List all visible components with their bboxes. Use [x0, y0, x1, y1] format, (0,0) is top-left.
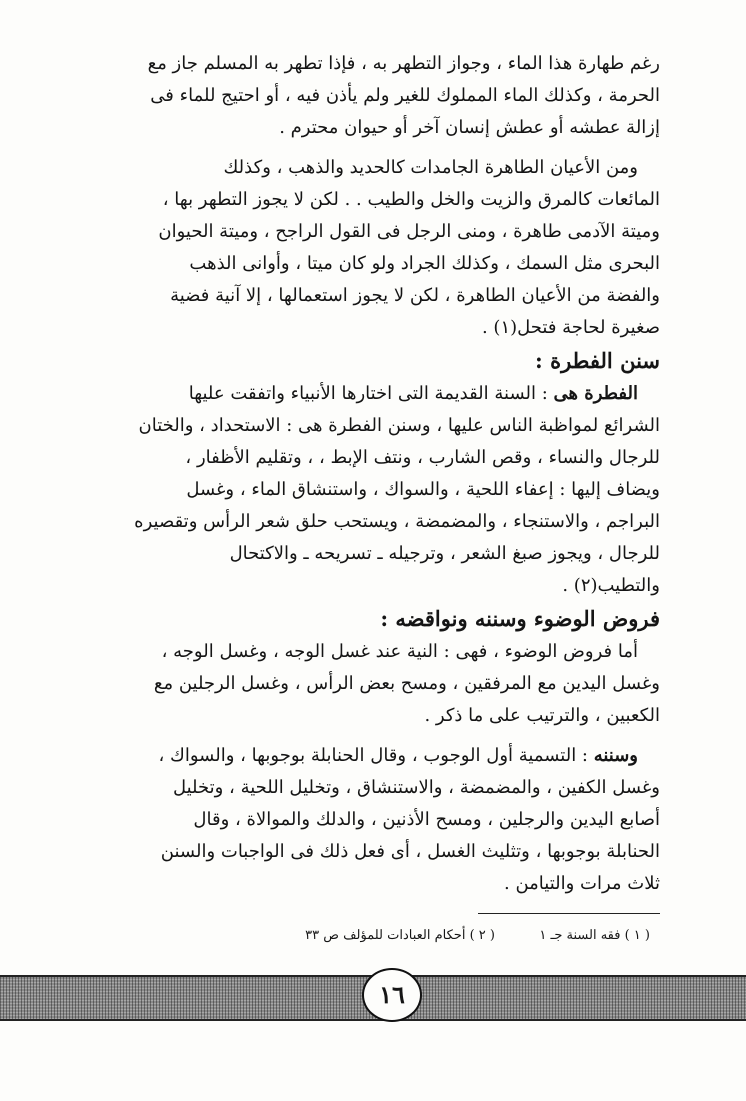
footnote-divider	[478, 913, 660, 914]
text-line: البراجم ، والاستنجاء ، والمضمضة ، ويستحب حلق شعر الرأس وتقصيره	[134, 511, 660, 532]
text-line: أما فروض الوضوء ، فهى : النية عند غسل الوجه ، وغسل الوجه ،	[161, 641, 638, 662]
term-fitra: الفطرة هى	[553, 383, 638, 404]
text-line: رغم طهارة هذا الماء ، وجواز التطهر به ، فإذا تطهر به المسلم جاز مع	[147, 53, 660, 74]
text-line: للرجال ، ويجوز صبغ الشعر ، وترجيله ـ تسريحه ـ والاكتحال	[229, 543, 660, 564]
text-line: وميتة الآدمى طاهرة ، ومنى الرجل فى القول الراجح ، وميتة الحيوان	[158, 221, 660, 242]
text-line	[128, 740, 660, 772]
text-line	[128, 378, 660, 410]
text-line: للرجال والنساء ، وقص الشارب ، ونتف الإبط ، ، وتقليم الأظفار ،	[185, 447, 660, 468]
text-line: الحرمة ، وكذلك الماء المملوك للغير ولم يأذن فيه ، أو احتيج للماء فى	[150, 85, 660, 106]
text-line: الشرائع لمواظبة الناس عليها ، وسنن الفطرة هى : الاستحداد ، والختان	[138, 415, 660, 436]
page-number: ١٦	[362, 968, 422, 1022]
section-heading-fitra: سنن الفطرة :	[535, 348, 660, 373]
text-line: والفضة من الأعيان الطاهرة ، لكن لا يجوز استعمالها ، إلا آنية فضية	[170, 285, 660, 306]
text-line: وغسل الكفين ، والمضمضة ، والاستنشاق ، وتخليل اللحية ، وتخليل	[172, 777, 660, 798]
text-line: ومن الأعيان الطاهرة الجامدات كالحديد والذهب ، وكذلك	[223, 157, 638, 178]
text-line: البحرى مثل السمك ، وكذلك الجراد ولو كان ميتا ، وأوانى الذهب	[189, 253, 660, 274]
text-fragment: : السنة القديمة التى اختارها الأنبياء واتفقت عليها	[188, 383, 554, 404]
text-line: ويضاف إليها : إعفاء اللحية ، والسواك ، واستنشاق الماء ، وغسل	[186, 479, 660, 500]
text-line: ثلاث مرات والتيامن .	[504, 873, 660, 894]
text-line: إزالة عطشه أو عطش إنسان آخر أو حيوان محترم .	[279, 117, 660, 138]
text-line: والتطيب(٢) .	[562, 575, 660, 596]
text-line: وغسل اليدين مع المرفقين ، ومسح بعض الرأس ، وغسل الرجلين مع	[153, 673, 660, 694]
text-line: المائعات كالمرق والزيت والخل والطيب . . لكن لا يجوز التطهر بها ،	[162, 189, 660, 210]
text-line: صغيرة لحاجة فتحل(١) .	[481, 317, 660, 338]
text-fragment: : التسمية أول الوجوب ، وقال الحنابلة بوجوبها ، والسواك ،	[158, 745, 594, 766]
footnote-1: ( ١ ) فقه السنة جـ ١	[539, 928, 650, 943]
text-line: الكعبين ، والترتيب على ما ذكر .	[424, 705, 660, 726]
footnote-2: ( ٢ ) أحكام العبادات للمؤلف ص ٣٣	[305, 928, 495, 943]
footnotes	[150, 928, 650, 952]
section-heading-wudu: فروض الوضوء وسننه ونواقضه :	[380, 606, 660, 631]
term-sunan: وسننه	[593, 745, 638, 766]
body-text	[128, 48, 660, 900]
text-line: الحنابلة بوجوبها ، وتثليث الغسل ، أى فعل ذلك فى الواجبات والسنن	[160, 841, 660, 862]
text-line: أصابع اليدين والرجلين ، ومسح الأذنين ، والدلك والموالاة ، وقال	[193, 809, 660, 830]
